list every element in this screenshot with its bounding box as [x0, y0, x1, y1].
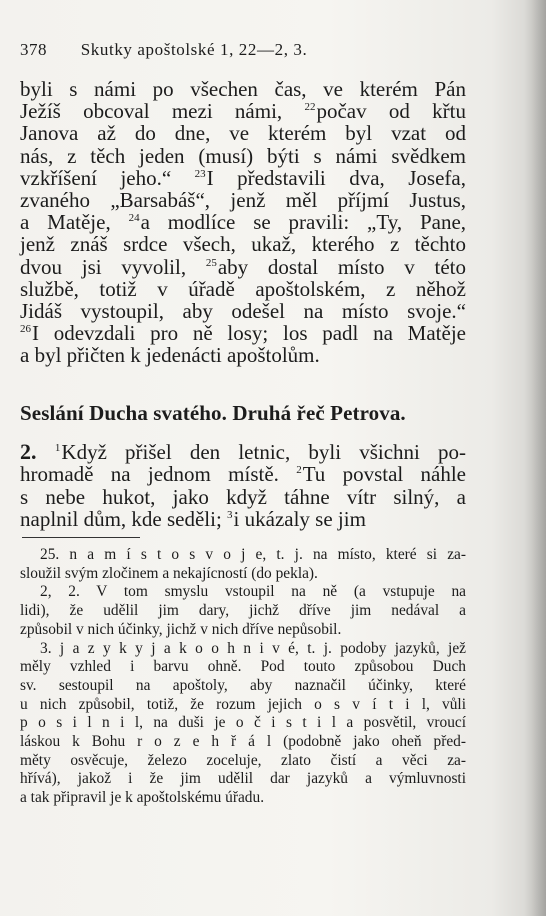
line-text: měty osvěcuje, železo zoceluje, zlato čistí a věci za- [20, 751, 466, 769]
line-text: láskou k Bohu r o z e h ř á l (podobně jako oheň před- [20, 733, 466, 751]
line-text: a byl přičten k jedenácti apoštolům. [20, 343, 320, 368]
line-text: sv. sestoupil na apoštoly, aby naznačil účinky, které [20, 676, 466, 694]
line-text-rest: I odevzdali pro ně losy; los padl na Matěje [32, 321, 466, 346]
text-line [20, 486, 466, 508]
line-text-rest: I představili dva, Josefa, [206, 165, 466, 190]
verse-number: 1 [54, 442, 61, 454]
line-text: p o s i l n i l, na duši je o č i s t i l a posvětil, vroucí [20, 714, 466, 732]
text-line [20, 344, 466, 366]
text-line [20, 621, 466, 640]
running-title: Skutky apoštolské 1, 22—2, 3. [80, 40, 308, 59]
line-text: Ježíš obcoval mezi námi, [20, 99, 305, 124]
line-text-rest: počav od křtu [316, 99, 466, 124]
line-text: s nebe hukot, jako když táhne vítr silný, a [20, 484, 466, 509]
text-line [20, 565, 466, 584]
chapter-2-text [20, 441, 466, 530]
text-line [20, 122, 466, 144]
line-text: byli s námi po všechen čas, ve kterém Pán [20, 77, 466, 101]
line-text: jenž znáš srdce všech, ukaž, kterého z těchto [20, 232, 466, 257]
line-text: 2, 2. V tom smyslu vstoupil na ně (a vstupuje na [40, 583, 466, 601]
text-line [20, 602, 466, 621]
text-line [20, 546, 466, 565]
text-line [20, 322, 466, 344]
page-header [20, 40, 460, 60]
verse-number: 22 [304, 101, 316, 114]
text-line [20, 463, 466, 485]
line-text: službě, totiž v úřadě apoštolském, z něhož [20, 276, 466, 301]
line-text: způsobil v nich účinky, jichž v nich dříve nepůsobil. [20, 620, 342, 638]
line-text: vzkříšení jeho.“ [20, 165, 195, 190]
line-text: hřívá), jakož i že jim udělil dar jazyků a výmluvnosti [20, 770, 466, 788]
page-edge-shadow [524, 0, 546, 916]
text-line [20, 211, 466, 233]
text-line [20, 770, 466, 789]
line-text: naplnil dům, kde seděli; [20, 506, 228, 531]
line-text: 3. j a z y k y j a k o o h n i v é, t. j. podoby jazyků, jež [40, 639, 466, 657]
line-text: Jidáš vystoupil, aby odešel na místo svoje.“ [20, 299, 466, 324]
line-text: a Matěje, [20, 210, 129, 235]
verse-number: 23 [194, 167, 206, 180]
text-line [20, 658, 466, 677]
line-text: Janova až do dne, ve kterém byl vzat od [20, 121, 466, 146]
text-line [20, 441, 466, 463]
line-text-rest: Tu povstal náhle [302, 462, 466, 487]
verse-number: 25 [205, 256, 217, 269]
text-line [20, 167, 466, 189]
text-line [20, 640, 466, 659]
verse-number: 3 [227, 508, 233, 521]
text-line [20, 100, 466, 122]
text-line [20, 233, 466, 255]
text-line [20, 789, 466, 808]
text-line [20, 256, 466, 278]
verse-number: 2 [296, 464, 302, 477]
line-text: 25. n a m í s t o s v o j e, t. j. na místo, které si za- [40, 546, 466, 563]
footnote-rule [22, 537, 140, 538]
text-line [20, 508, 466, 530]
text-line [20, 733, 466, 752]
section-title: Seslání Ducha svatého. Druhá řeč Petrova. [20, 401, 406, 425]
line-text: hromadě na jednom místě. [20, 462, 297, 487]
text-line [20, 696, 466, 715]
line-text: u nich způsobil, totiž, že rozum jejich o s v í t i l, vůli [20, 695, 466, 713]
text-line [20, 583, 466, 602]
line-text: Když přišel den letnic, byli všichni po- [61, 440, 466, 464]
verse-number: 24 [128, 212, 140, 225]
line-text: lidi), že udělil jim dary, jichž dříve jim nedával a [20, 602, 466, 620]
text-line [20, 78, 466, 100]
line-text-rest: i ukázaly se jim [233, 506, 366, 531]
footnotes [20, 546, 466, 808]
page-number: 378 [20, 40, 47, 59]
text-line [20, 300, 466, 322]
text-line [20, 714, 466, 733]
line-text-rest: a modlíce se pravili: „Ty, Pane, [140, 210, 467, 235]
line-text: zvaného „Barsabáš“, jenž měl příjmí Justus, [20, 188, 466, 213]
text-line [20, 278, 466, 300]
text-line [20, 752, 466, 771]
line-text: nás, z těch jeden (musí) býti s námi svědkem [20, 143, 466, 168]
line-text: a tak připravil je k apoštolskému úřadu. [20, 789, 265, 807]
line-text: dvou jsi vyvolil, [20, 254, 206, 279]
text-line [20, 145, 466, 167]
chapter-number: 2. [20, 439, 55, 464]
text-line [20, 677, 466, 696]
text-line [20, 189, 466, 211]
line-text: měly vzhled i barvu ohně. Pod touto způsobou Duch [20, 658, 466, 676]
line-text: sloužil svým zločinem a nekajícností (do pekla). [20, 564, 318, 582]
line-text-rest: aby dostal místo v této [217, 254, 466, 279]
main-text [20, 78, 466, 367]
verse-number: 26 [20, 323, 31, 336]
